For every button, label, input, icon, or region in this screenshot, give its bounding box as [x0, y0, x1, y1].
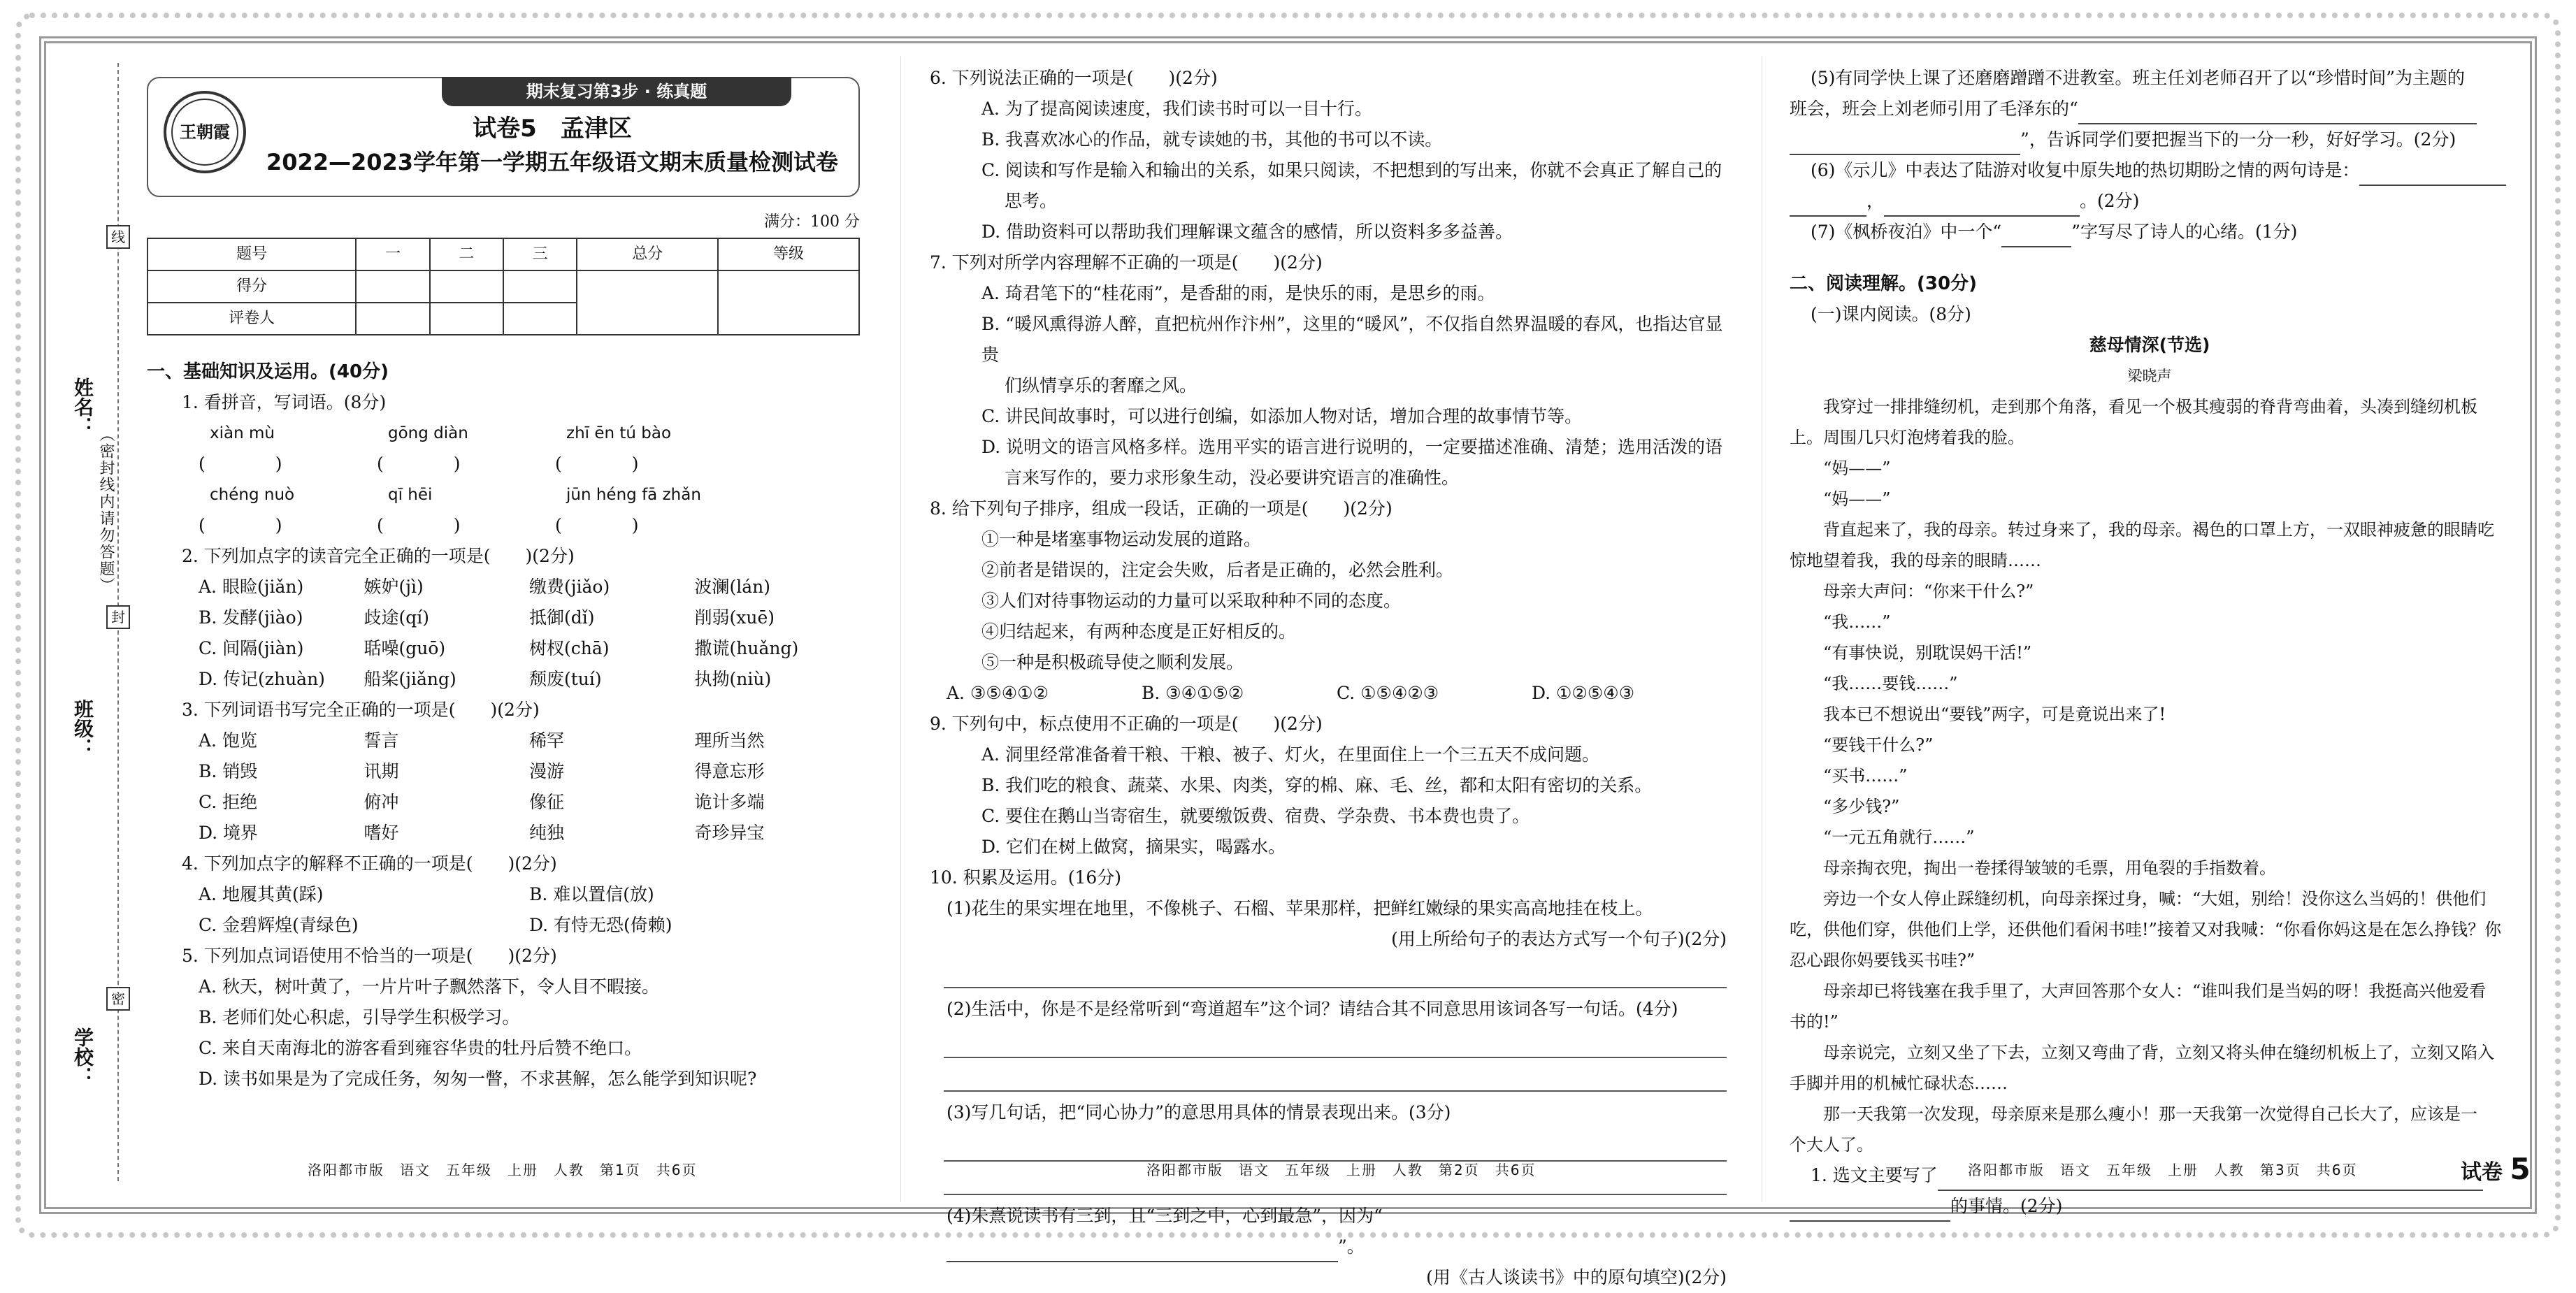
question-10-1: (1)花生的果实埋在地里，不像桃子、石榴、苹果那样，把鲜红嫩绿的果实高高地挂在枝上。 — [947, 898, 1653, 918]
option: A. 饱览 — [199, 730, 257, 751]
option: C. 讲民间故事时，可以进行创编，如添加人物对话，增加合理的故事情节等。 — [981, 406, 1583, 426]
option-row — [199, 787, 860, 818]
passage-line: 母亲说完，立刻又坐了下去，立刻又弯曲了背，立刻又将头伸在缝纫机板上了，立刻又陷入 — [1823, 1043, 2494, 1062]
option: C. ①⑤④②③ — [1337, 683, 1439, 703]
option: 颓废(tuí) — [529, 669, 602, 689]
option-row — [199, 910, 860, 941]
option: 船桨(jiǎng) — [364, 669, 456, 689]
option-row — [199, 633, 860, 664]
pinyin: gōng diàn — [388, 424, 468, 442]
option: C. 间隔(jiàn) — [199, 638, 304, 658]
question-10-5-text: 班会，班会上刘老师引用了毛泽东的“ — [1790, 99, 2078, 119]
option: D. 它们在树上做窝，摘果实，喝露水。 — [981, 837, 1286, 857]
passage-line: 母亲却已将钱塞在我手里了，大声回答那个女人：“谁叫我们是当妈的呀！我挺高兴他爱看 — [1823, 981, 2487, 1001]
question-6: 6. 下列说法正确的一项是( )(2分) — [930, 68, 1218, 88]
option: A. 地履其黄(踩) — [199, 884, 324, 904]
question-10-5-line — [1790, 94, 2510, 124]
answer-blank[interactable]: ( ) — [377, 454, 461, 474]
seal-mark-secret: 密 — [106, 987, 130, 1011]
passage-line: “一元五角就行……” — [1823, 828, 1975, 847]
question-10-4-end: ”。 — [1338, 1236, 1365, 1257]
reading-question-1-line — [1790, 1191, 2510, 1222]
answer-blank[interactable] — [2359, 185, 2506, 186]
option: C. 来自天南海北的游客看到雍容华贵的牡丹后赞不绝口。 — [199, 1038, 642, 1058]
question-10-4 — [947, 1201, 1727, 1262]
option: A. ③⑤④①② — [947, 683, 1049, 703]
page-1 — [147, 63, 860, 1167]
corner-number: 5 — [2510, 1152, 2531, 1186]
school-label: 学校： — [71, 1027, 94, 1086]
passage-line: 惊地望着我，我的母亲的眼睛…… — [1790, 551, 2041, 570]
passage-line: “妈——” — [1823, 489, 1891, 509]
grader-cell[interactable] — [503, 303, 577, 335]
question-5: 5. 下列加点词语使用不恰当的一项是( )(2分) — [182, 946, 557, 966]
option: 波澜(lán) — [694, 577, 771, 597]
passage-line: 上。周围几只灯泡烤着我的脸。 — [1790, 428, 2024, 447]
option-row — [199, 725, 860, 756]
passage-line: “要钱干什么?” — [1823, 735, 1934, 755]
grader-cell[interactable] — [430, 303, 503, 335]
pinyin: chéng nuò — [210, 486, 295, 504]
column-divider — [900, 56, 901, 1202]
class-label: 班级： — [71, 699, 94, 758]
score-header: 二 — [430, 238, 503, 270]
page-footer: 洛阳都市版 语文 五年级 上册 人教 第2页 共6页 — [1146, 1162, 1537, 1178]
question-8: 8. 给下列句子排序，组成一段话，正确的一项是( )(2分) — [930, 498, 1393, 519]
pinyin-row — [210, 479, 860, 510]
option: A. 洞里经常准备着干粮、干粮、被子、灯火，在里面住上一个三五天不成问题。 — [981, 744, 1599, 765]
score-cell[interactable] — [503, 270, 577, 303]
passage-line: 手脚并用的机械忙碌状态…… — [1790, 1074, 2008, 1093]
question-10-7-text: (7)《枫桥夜泊》中一个“ — [1811, 222, 2002, 242]
question-10-5-line — [1790, 124, 2510, 155]
answer-line[interactable] — [944, 1062, 1727, 1092]
passage-line: 旁边一个女人停止踩缝纫机，向母亲探过身，喊：“大姐，别给！没你这么当妈的！供他们 — [1823, 889, 2487, 909]
total-cell[interactable] — [577, 270, 718, 335]
question-10-5-end: ”，告诉同学们要把握当下的一分一秒，好好学习。(2分) — [2020, 129, 2456, 150]
question-10-6-text: (6)《示儿》中表达了陆游对收复中原失地的热切期盼之情的两句诗是： — [1811, 160, 2360, 180]
grader-cell[interactable] — [356, 303, 429, 335]
option: B. “暖风熏得游人醉，直把杭州作汴州”，这里的“暖风”，不仅指自然界温暖的春风，也指达官显贵 — [981, 314, 1723, 365]
question-10-2: (2)生活中，你是不是经常听到“弯道超车”这个词？请结合其不同意思用该词各写一句话。(4分) — [947, 999, 1678, 1019]
passage-line: 那一天我第一次发现，母亲原来是那么瘦小！那一天我第一次觉得自己长大了，应该是一 — [1823, 1104, 2477, 1124]
passage-author: 梁晓声 — [2127, 368, 2172, 384]
answer-blank[interactable]: ( ) — [555, 515, 639, 535]
option: B. 老师们处心积虑，引导学生积极学习。 — [199, 1007, 520, 1027]
row-score-label: 得分 — [147, 270, 356, 303]
option: 嫉妒(jì) — [364, 577, 424, 597]
score-header: 题号 — [147, 238, 356, 270]
exam-subtitle: 2022—2023学年第一学期五年级语文期末质量检测试卷 — [266, 149, 839, 175]
score-header: 等级 — [718, 238, 859, 270]
subsection-title: (一)课内阅读。(8分) — [1811, 304, 1971, 324]
option: A. 琦君笔下的“桂花雨”，是香甜的雨，是快乐的雨，是思乡的雨。 — [981, 283, 1495, 303]
section-1-title: 一、基础知识及运用。(40分) — [147, 361, 389, 382]
option: 稀罕 — [529, 730, 565, 751]
option: C. 阅读和写作是输入和输出的关系，如果只阅读，不把想到的写出来，你就不会真正了解自己的 — [981, 160, 1722, 180]
pinyin: qī hēi — [388, 486, 433, 504]
reading-question-1-end: 的事情。(2分) — [1950, 1196, 2063, 1216]
answer-line[interactable] — [944, 959, 1727, 988]
section-2-title: 二、阅读理解。(30分) — [1790, 273, 1977, 294]
score-cell[interactable] — [430, 270, 503, 303]
passage-line: 忍心跟你妈要钱买书哇?” — [1790, 951, 1976, 970]
exam-header — [147, 77, 860, 197]
header-banner: 期末复习第3步 · 练真题 — [442, 77, 791, 106]
answer-parens — [199, 449, 860, 479]
passage-line: 我本已不想说出“要钱”两字，可是竟说出来了! — [1823, 705, 2166, 724]
answer-blank[interactable] — [1790, 1220, 1950, 1222]
option: 们纵情享乐的奢靡之风。 — [981, 375, 1197, 396]
seal-mark-line: 线 — [106, 225, 130, 249]
passage-line: “妈——” — [1823, 458, 1891, 478]
pinyin: jūn héng fā zhǎn — [566, 486, 701, 504]
option-row — [199, 879, 860, 910]
question-10-7-end: ”字写尽了诗人的心绪。(1分) — [2071, 222, 2298, 242]
punct: ， — [1866, 191, 1885, 211]
publisher-logo — [164, 91, 246, 173]
option-row — [199, 818, 860, 848]
option: 削弱(xuē) — [694, 607, 775, 628]
option: 缴费(jiǎo) — [529, 577, 610, 597]
option: 撒谎(huǎng) — [694, 638, 799, 658]
option: 思考。 — [981, 191, 1057, 211]
option: 俯冲 — [364, 792, 399, 812]
question-3: 3. 下列词语书写完全正确的一项是( )(2分) — [182, 700, 540, 720]
passage-line: 书的!” — [1790, 1012, 1839, 1032]
answer-line[interactable] — [944, 1029, 1727, 1058]
passage-line: 母亲大声问：“你来干什么?” — [1823, 582, 2034, 601]
answer-line[interactable] — [944, 1132, 1727, 1162]
option: D. 传记(zhuàn) — [199, 669, 325, 689]
option: 理所当然 — [694, 730, 765, 751]
question-7: 7. 下列对所学内容理解不正确的一项是( )(2分) — [930, 252, 1323, 273]
answer-blank[interactable]: ( ) — [377, 515, 461, 535]
row-grader-label: 评卷人 — [147, 303, 356, 335]
option: B. 销毁 — [199, 761, 258, 781]
option: D. 读书如果是为了完成任务，匆匆一瞥，不求甚解，怎么能学到知识呢? — [199, 1069, 757, 1089]
passage-title: 慈母情深(节选) — [2089, 335, 2210, 355]
page-footer: 洛阳都市版 语文 五年级 上册 人教 第1页 共6页 — [308, 1162, 698, 1178]
question-4: 4. 下列加点字的解释不正确的一项是( )(2分) — [182, 853, 557, 874]
option: C. 要住在鹅山当寄宿生，就要缴饭费、宿费、学杂费、书本费也贵了。 — [981, 806, 1530, 826]
answer-blank[interactable] — [947, 1261, 1338, 1262]
option: 执拗(niù) — [694, 669, 772, 689]
option: 像征 — [529, 792, 565, 812]
option: D. 说明文的语言风格多样。选用平实的语言进行说明的，一定要描述准确、清楚；选用活泼的语 — [981, 437, 1723, 457]
passage-line: 吃，供他们穿，供他们上学，还供他们看闲书哇!”接着又对我喊：“你看你妈这是在怎么挣钱？你 — [1790, 920, 2502, 939]
seal-mark-seal: 封 — [106, 605, 130, 629]
option: B. 发酵(jiào) — [199, 607, 303, 628]
question-10-3: (3)写几句话，把“同心协力”的意思用具体的情景表现出来。(3分) — [947, 1102, 1451, 1122]
question-2: 2. 下列加点字的读音完全正确的一项是( )(2分) — [182, 546, 575, 566]
question-10-4-hint: (用《古人谈读书》中的原句填空)(2分) — [1426, 1267, 1727, 1287]
exam-number-corner — [2461, 1152, 2531, 1186]
question-10-6-end: 。(2分) — [2080, 191, 2140, 211]
name-label: 姓名： — [71, 377, 94, 436]
grade-cell[interactable] — [718, 270, 859, 335]
question-10-1-hint: (用上所给句子的表达方式写一个句子)(2分) — [1391, 929, 1727, 949]
reading-question-1-text: 1. 选文主要写了 — [1811, 1165, 1938, 1185]
sentence: ④归结起来，有两种态度是正好相反的。 — [981, 621, 1297, 642]
question-10-5: (5)有同学快上课了还磨磨蹭蹭不进教室。班主任刘老师召开了以“珍惜时间”为主题的 — [1811, 68, 2465, 88]
option: 奇珍异宝 — [694, 823, 765, 843]
sentence: ⑤一种是积极疏导使之顺利发展。 — [981, 652, 1244, 672]
pinyin-row — [210, 418, 860, 449]
option: 抵御(dǐ) — [529, 607, 595, 628]
option: B. ③④①⑤② — [1142, 683, 1244, 703]
full-score: 满分：100 分 — [764, 213, 860, 231]
pinyin: xiàn mù — [210, 424, 275, 442]
answer-parens — [199, 510, 860, 541]
option: A. 眼睑(jiǎn) — [199, 577, 304, 597]
option: A. 为了提高阅读速度，我们读书时可以一目十行。 — [981, 99, 1372, 119]
exam-title: 试卷5 孟津区 — [473, 115, 632, 143]
passage-line: “我……要钱……” — [1823, 674, 1958, 693]
option: 诡计多端 — [694, 792, 765, 812]
option: 聒噪(guō) — [364, 638, 446, 658]
question-10-4-text: (4)朱熹说读书有三到，且“三到之中，心到最急”，因为“ — [947, 1206, 1383, 1226]
option-row — [947, 678, 1727, 709]
option: 嗜好 — [364, 823, 399, 843]
answer-blank[interactable]: ( ) — [555, 454, 639, 474]
score-header: 总分 — [577, 238, 718, 270]
question-10-6 — [1811, 155, 2510, 186]
question-10: 10. 积累及运用。(16分) — [930, 867, 1122, 888]
passage-line: 个大人了。 — [1790, 1135, 1873, 1155]
seal-note: （密封线内请勿答题） — [97, 426, 115, 594]
passage-line: 母亲掏衣兜，掏出一卷揉得皱皱的毛票，用龟裂的手指数着。 — [1823, 858, 2276, 878]
option: B. 我们吃的粮食、蔬菜、水果、肉类，穿的棉、麻、毛、丝，都和太阳有密切的关系。 — [981, 775, 1653, 795]
passage-line: “我……” — [1823, 612, 1891, 632]
option: 歧途(qí) — [364, 607, 430, 628]
option: 得意忘形 — [694, 761, 765, 781]
option: C. 拒绝 — [199, 792, 258, 812]
answer-blank[interactable]: ( ) — [199, 515, 282, 535]
score-header: 三 — [503, 238, 577, 270]
option: 树杈(chā) — [529, 638, 610, 658]
option: B. 难以置信(放) — [529, 884, 654, 904]
option-row — [199, 664, 860, 695]
question-9: 9. 下列句中，标点使用不正确的一项是( )(2分) — [930, 714, 1323, 734]
option: D. 有恃无恐(倚赖) — [529, 915, 672, 935]
passage-line: “买书……” — [1823, 766, 1908, 786]
option-row — [199, 602, 860, 633]
passage-line: 我穿过一排排缝纫机，走到那个角落，看见一个极其瘦弱的脊背弯曲着，头凑到缝纫机板 — [1823, 397, 2477, 417]
option: B. 我喜欢冰心的作品，就专读她的书，其他的书可以不读。 — [981, 129, 1443, 150]
option-row — [199, 756, 860, 787]
logo-text: 王朝霞 — [171, 99, 238, 166]
question-10-6-line — [1790, 186, 2510, 217]
option: 言来写作的，要力求形象生动，没必要讲究语言的准确性。 — [981, 468, 1459, 488]
sentence: ②前者是错误的，注定会失败，后者是正确的，必然会胜利。 — [981, 560, 1454, 580]
option: 讯期 — [364, 761, 399, 781]
option: D. 借助资料可以帮助我们理解课文蕴含的感情，所以资料多多益善。 — [981, 222, 1513, 242]
sentence: ①一种是堵塞事物运动发展的道路。 — [981, 529, 1262, 549]
option: D. ①②⑤④③ — [1532, 683, 1635, 703]
answer-blank[interactable] — [2001, 246, 2071, 247]
option: D. 境界 — [199, 823, 259, 843]
answer-blank[interactable]: ( ) — [199, 454, 282, 474]
sentence: ③人们对待事物运动的力量可以采取种种不同的态度。 — [981, 591, 1402, 611]
passage-line: “多少钱?” — [1823, 797, 1900, 816]
option-row — [199, 572, 860, 602]
option: 纯独 — [529, 823, 565, 843]
pinyin: zhī ēn tú bào — [566, 424, 672, 442]
score-table — [147, 238, 860, 335]
option: 誓言 — [364, 730, 399, 751]
question-1: 1. 看拼音，写词语。(8分) — [182, 392, 387, 412]
question-10-7 — [1811, 217, 2510, 247]
option: C. 金碧辉煌(青绿色) — [199, 915, 359, 935]
score-header: 一 — [356, 238, 429, 270]
page-footer: 洛阳都市版 语文 五年级 上册 人教 第3页 共6页 — [1968, 1162, 2358, 1178]
corner-label: 试卷 — [2461, 1160, 2503, 1185]
passage-line: 背直起来了，我的母亲。转过身来了，我的母亲。褐色的口罩上方，一双眼神疲惫的眼睛吃 — [1823, 520, 2494, 540]
option: 漫游 — [529, 761, 565, 781]
option: A. 秋天，树叶黄了，一片片叶子飘然落下，令人目不暇接。 — [199, 976, 659, 997]
passage-line: “有事快说，别耽误妈干活!” — [1823, 643, 2032, 663]
score-cell[interactable] — [356, 270, 429, 303]
